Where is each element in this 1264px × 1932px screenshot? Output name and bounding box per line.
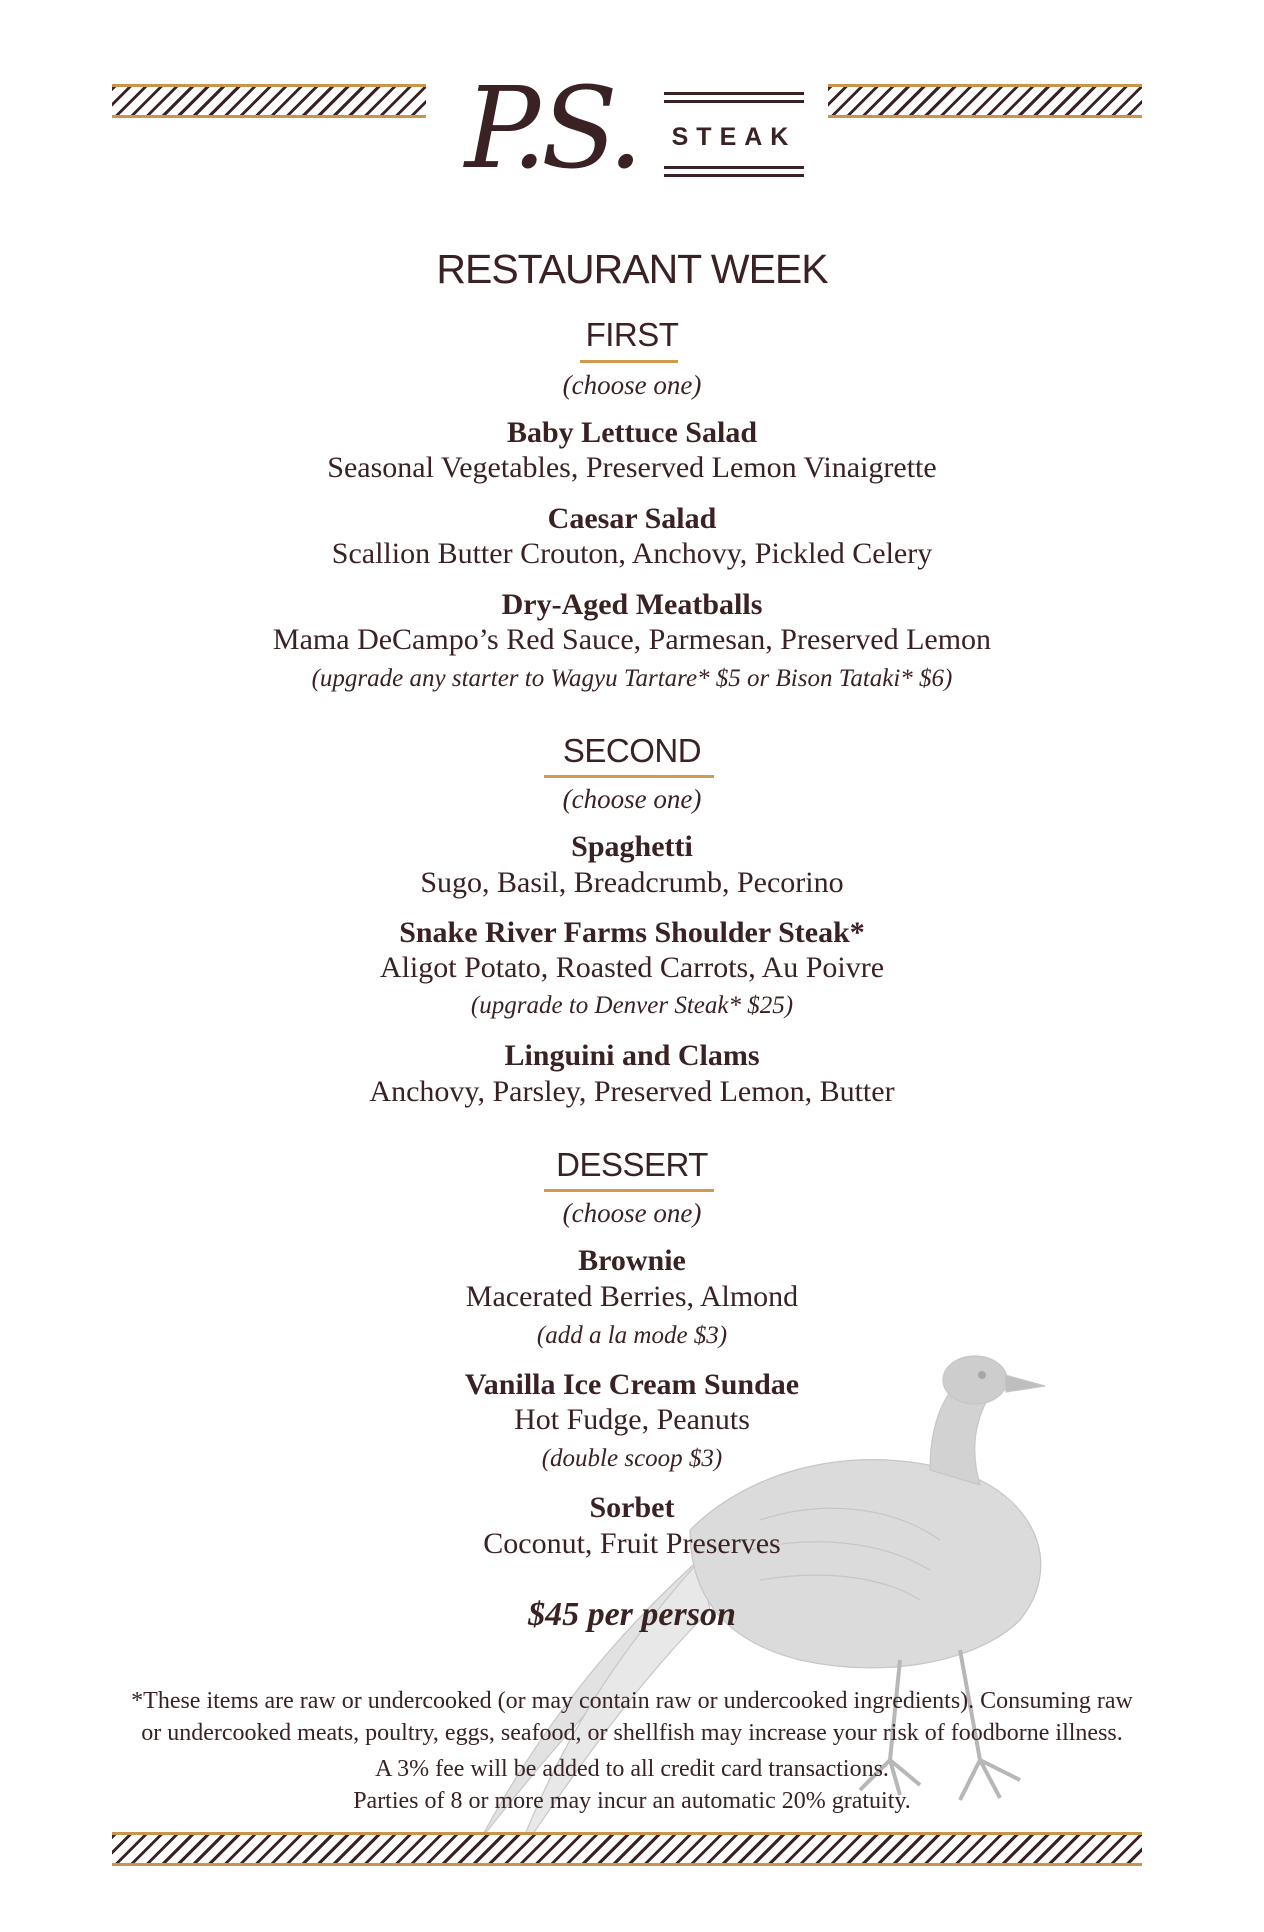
dish-name: Vanilla Ice Cream Sundae — [464, 1368, 800, 1401]
raw-warning-line-2: or undercooked meats, poultry, eggs, seafood, or shellfish may increase your risk of foodborne illness. — [141, 1720, 1123, 1746]
add-on-note: (add a la mode $3) — [536, 1322, 728, 1349]
logo-rule-top-1 — [664, 92, 804, 95]
dish-name: Baby Lettuce Salad — [506, 416, 758, 449]
dish-desc: Sugo, Basil, Breadcrumb, Pecorino — [420, 866, 844, 899]
course-underline-second — [544, 775, 714, 778]
choose-note-first: (choose one) — [562, 370, 702, 400]
course-title-dessert: DESSERT — [556, 1146, 708, 1183]
dish-name: Linguini and Clams — [504, 1039, 760, 1072]
card-fee-note: A 3% fee will be added to all credit card transactions. — [375, 1756, 889, 1782]
logo-rule-bottom-2 — [664, 174, 804, 177]
upgrade-note: (upgrade any starter to Wagyu Tartare* $5 or Bison Tataki* $6) — [311, 665, 953, 692]
dish-desc: Hot Fudge, Peanuts — [514, 1403, 750, 1436]
dish-desc: Scallion Butter Crouton, Anchovy, Pickled Celery — [331, 537, 933, 570]
dish-desc: Mama DeCampo’s Red Sauce, Parmesan, Preserved Lemon — [272, 623, 992, 656]
footer-hatch — [112, 1832, 1142, 1866]
dish-name: Brownie — [578, 1244, 686, 1277]
choose-note-dessert: (choose one) — [562, 1198, 702, 1228]
dish-name: Caesar Salad — [547, 502, 717, 535]
dish-desc: Macerated Berries, Almond — [465, 1280, 799, 1313]
logo-rule-bottom-1 — [664, 166, 804, 169]
course-underline-first — [580, 360, 678, 363]
header-hatch-right — [828, 84, 1142, 118]
raw-warning-line-1: *These items are raw or undercooked (or may contain raw or undercooked ingredients). Consuming raw — [131, 1688, 1133, 1714]
course-title-first: FIRST — [585, 316, 679, 353]
choose-note-second: (choose one) — [562, 784, 702, 814]
course-underline-dessert — [544, 1189, 714, 1192]
logo-rule-top-2 — [664, 100, 804, 103]
gratuity-note: Parties of 8 or more may incur an automatic 20% gratuity. — [353, 1788, 911, 1814]
price-per-person: $45 per person — [528, 1596, 736, 1633]
dish-desc: Seasonal Vegetables, Preserved Lemon Vinaigrette — [327, 451, 937, 484]
logo-word: STEAK — [671, 123, 797, 151]
header-hatch-left — [112, 84, 426, 118]
upgrade-note: (upgrade to Denver Steak* $25) — [470, 992, 794, 1019]
add-on-note: (double scoop $3) — [541, 1445, 723, 1472]
dish-name: Sorbet — [589, 1491, 675, 1524]
dish-desc: Anchovy, Parsley, Preserved Lemon, Butter — [369, 1075, 895, 1108]
course-title-second: SECOND — [562, 732, 702, 769]
dish-name: Snake River Farms Shoulder Steak* — [399, 916, 865, 949]
dish-desc: Aligot Potato, Roasted Carrots, Au Poivre — [379, 951, 885, 984]
menu-title: RESTAURANT WEEK — [436, 246, 828, 292]
dish-name: Dry-Aged Meatballs — [501, 588, 763, 621]
logo-monogram: P.S. — [464, 64, 638, 194]
dish-name: Spaghetti — [571, 830, 693, 863]
dish-desc: Coconut, Fruit Preserves — [483, 1527, 781, 1560]
